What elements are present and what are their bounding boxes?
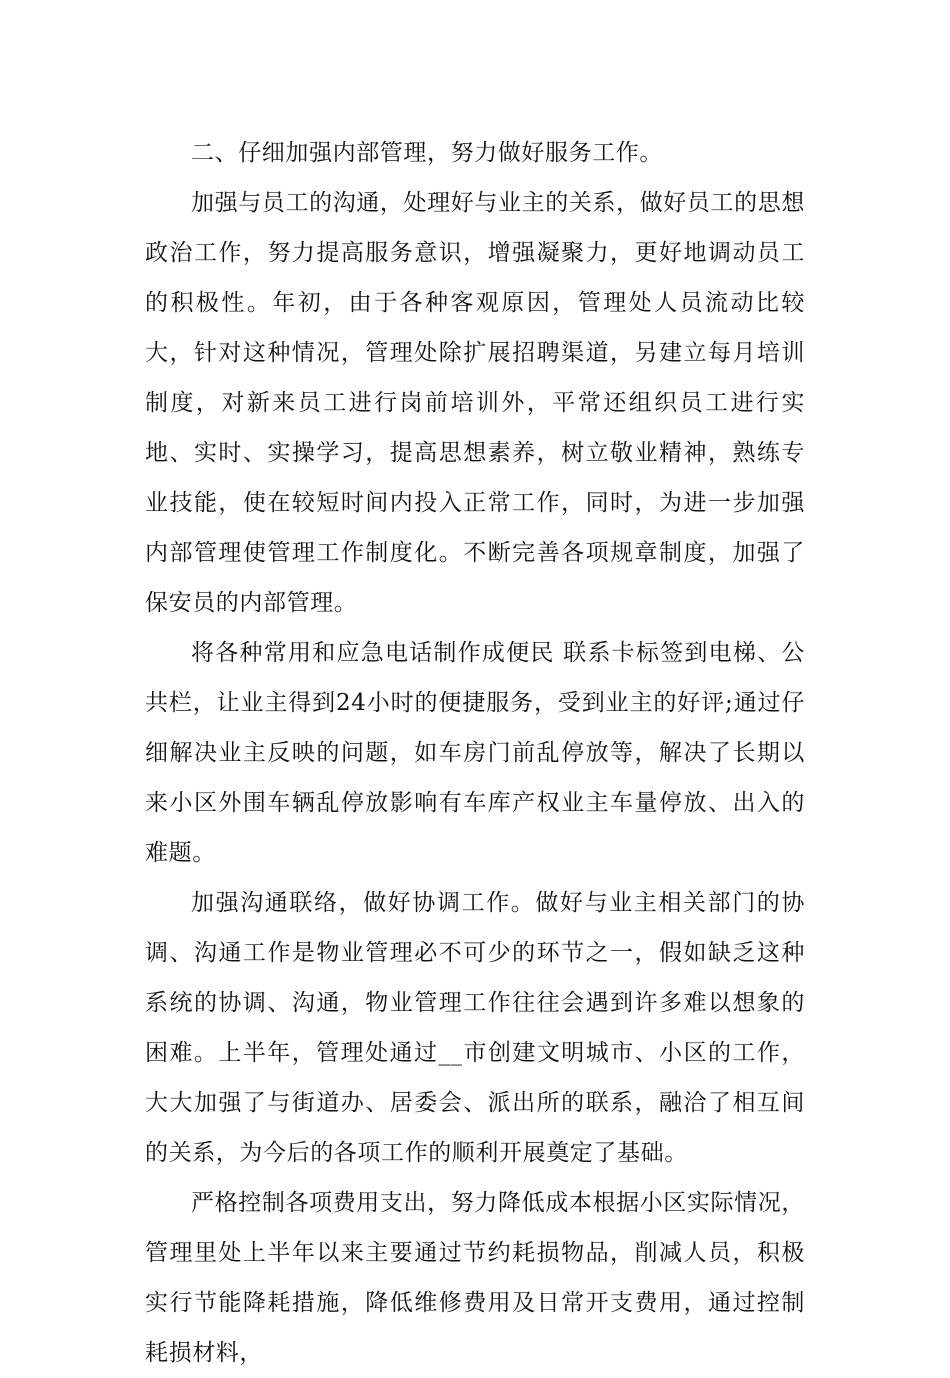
paragraph-contact-card: 将各种常用和应急电话制作成便民 联系卡标签到电梯、公共栏，让业主得到24小时的便捷服务，受到业主的好评;通过仔细解决业主反映的问题，如车房门前乱停放等，解决了长期以来小区外围车辆乱停放影响有车库产权业主车量停放、出入的难题。: [145, 640, 805, 866]
section-heading: 二、仔细加强内部管理，努力做好服务工作。: [191, 140, 663, 166]
paragraph-staff-communication: 加强与员工的沟通，处理好与业主的关系，做好员工的思想政治工作，努力提高服务意识，增强凝聚力，更好地调动员工的积极性。年初，由于各种客观原因，管理处人员流动比较大，针对这种情况，管理处除扩展招聘渠道，另建立每月培训制度，对新来员工进行岗前培训外，平常还组织员工进行实地、实时、实操学习，提高思想素养，树立敬业精神，熟练专业技能，使在较短时间内投入正常工作，同时，为进一步加强内部管理使管理工作制度化。不断完善各项规章制度，加强了保安员的内部管理。: [145, 190, 805, 616]
paragraph-coordination: 加强沟通联络，做好协调工作。做好与业主相关部门的协调、沟通工作是物业管理必不可少的环节之一，假如缺乏这种系统的协调、沟通，物业管理工作往往会遇到许多难以想象的困难。上半年，管理处通过__市创建文明城市、小区的工作，大大加强了与街道办、居委会、派出所的联系，融洽了相互间的关系，为今后的各项工作的顺利开展奠定了基础。: [145, 890, 805, 1166]
document-body: [145, 128, 805, 1378]
paragraph-cost-control: 严格控制各项费用支出，努力降低成本根据小区实际情况，管理里处上半年以来主要通过节约耗损物品，削减人员，积极实行节能降耗措施，降低维修费用及日常开支费用，通过控制耗损材料，: [145, 1190, 805, 1366]
